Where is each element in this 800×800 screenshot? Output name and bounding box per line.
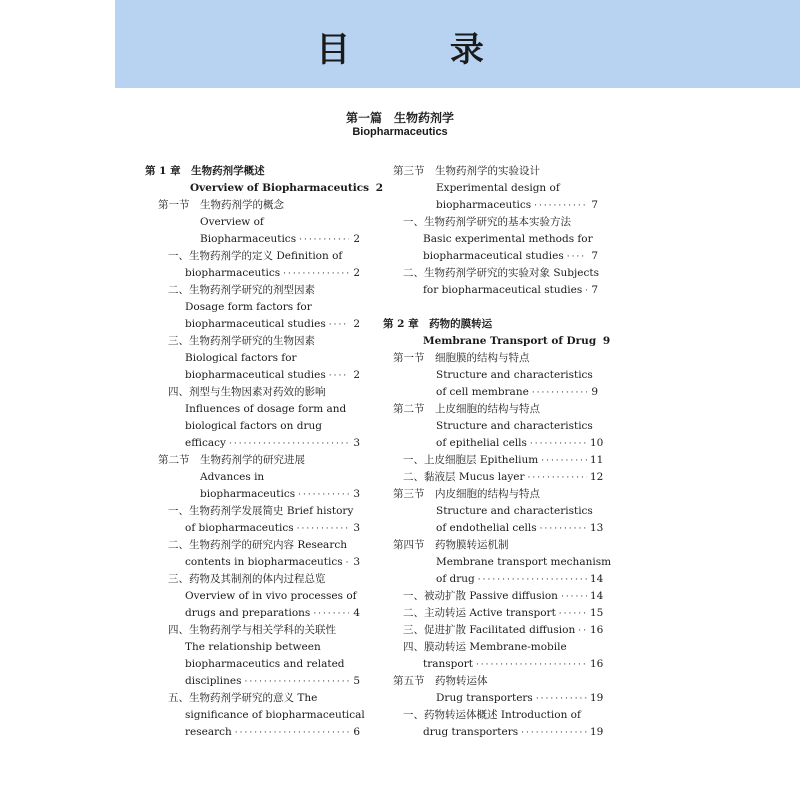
toc-entry-text: biopharmaceutics — [185, 267, 281, 279]
toc-entry[interactable] — [185, 367, 360, 384]
toc-entry-text: contents in biopharmaceutics — [185, 556, 343, 568]
toc-entry[interactable] — [185, 605, 360, 622]
part-title-en: Biopharmaceutics — [352, 126, 448, 138]
toc-entry-text: 四、剂型与生物因素对药效的影响 — [168, 386, 326, 398]
toc-entry-text: 三、生物药剂学研究的生物因素 — [168, 335, 315, 347]
toc-page-number: 3 — [353, 556, 360, 568]
toc-entry-text: 一、生物药剂学研究的基本实验方法 — [403, 216, 571, 228]
toc-entry-text: for biopharmaceutical studies — [423, 284, 583, 296]
toc-entry[interactable] — [403, 452, 604, 469]
toc-entry-text: Membrane Transport of Drug — [423, 335, 597, 347]
toc-entry[interactable] — [185, 554, 360, 571]
toc-entry[interactable] — [185, 265, 360, 282]
toc-entry-text: research — [185, 726, 232, 738]
toc-entry[interactable] — [158, 452, 358, 469]
toc-entry-text: of endothelial cells — [436, 522, 537, 534]
toc-entry-text: Overview of in vivo processes of — [185, 590, 357, 602]
toc-entry-text: 第一节 生物药剂学的概念 — [158, 199, 284, 211]
toc-page-number: 9 — [602, 335, 611, 347]
toc-entry-text: 第 1 章 生物药剂学概述 — [145, 165, 265, 177]
toc-entry-text: 第五节 药物转运体 — [393, 675, 488, 687]
toc-entry[interactable] — [436, 197, 598, 214]
toc-page-number: 2 — [353, 369, 360, 381]
toc-page-number: 2 — [375, 182, 384, 194]
leader-dots — [521, 725, 587, 742]
toc-page-number: 7 — [591, 250, 598, 262]
toc-entry-text: 二、生物药剂学的研究内容 Research — [168, 539, 347, 551]
toc-entry-text: biopharmaceutical studies — [185, 318, 326, 330]
leader-dots — [478, 572, 587, 589]
toc-entry-text: 一、被动扩散 Passive diffusion — [403, 590, 558, 602]
toc-entry-text: Drug transporters — [436, 692, 533, 704]
toc-entry[interactable] — [393, 486, 593, 503]
toc-entry-text: 第三节 生物药剂学的实验设计 — [393, 165, 540, 177]
toc-entry-text: Membrane transport mechanism — [436, 556, 612, 568]
toc-entry[interactable] — [403, 265, 603, 282]
toc-entry[interactable] — [168, 622, 363, 639]
leader-dots — [532, 385, 587, 402]
toc-entry-text: drugs and preparations — [185, 607, 311, 619]
toc-entry-text: of drug — [436, 573, 475, 585]
toc-entry-text: 三、药物及其制剂的体内过程总览 — [168, 573, 326, 585]
toc-entry-text: Structure and characteristics — [436, 505, 593, 517]
toc-entry-text: significance of biopharmaceutical — [185, 709, 365, 721]
toc-entry-text: 三、促进扩散 Facilitated diffusion — [403, 624, 576, 636]
toc-entry[interactable] — [423, 333, 611, 350]
toc-page-number: 10 — [590, 437, 604, 449]
toc-page-number: 12 — [590, 471, 604, 483]
toc-page-number: 16 — [590, 658, 604, 670]
toc-entry[interactable] — [190, 180, 384, 197]
toc-entry[interactable] — [185, 418, 360, 435]
toc-page-number: 3 — [353, 522, 360, 534]
toc-entry-text: biopharmaceutical studies — [423, 250, 564, 262]
toc-entry-text: Overview of — [200, 216, 264, 228]
toc-entry-text: Structure and characteristics — [436, 369, 593, 381]
toc-entry-text: of cell membrane — [436, 386, 529, 398]
toc-entry[interactable] — [403, 707, 603, 724]
toc-entry[interactable] — [436, 520, 604, 537]
toc-entry-text: biopharmaceutics and related — [185, 658, 345, 670]
toc-entry[interactable] — [436, 435, 604, 452]
toc-entry[interactable] — [185, 707, 365, 724]
toc-entry[interactable] — [200, 231, 360, 248]
toc-entry-text: 二、黏液层 Mucus layer — [403, 471, 525, 483]
toc-page-number: 14 — [590, 573, 604, 585]
toc-entry-text: biological factors on drug — [185, 420, 322, 432]
toc-entry-text: biopharmaceutical studies — [185, 369, 326, 381]
toc-entry[interactable] — [168, 248, 363, 265]
toc-entry-text: 二、主动转运 Active transport — [403, 607, 556, 619]
toc-entry-text: 一、上皮细胞层 Epithelium — [403, 454, 539, 466]
toc-entry[interactable] — [158, 197, 358, 214]
toc-entry[interactable] — [145, 163, 345, 180]
toc-page-number: 3 — [353, 437, 360, 449]
toc-entry[interactable] — [436, 571, 604, 588]
toc-entry-text: 一、生物药剂学发展简史 Brief history — [168, 505, 354, 517]
leader-dots — [585, 283, 587, 300]
toc-entry[interactable] — [185, 350, 360, 367]
leader-dots — [559, 606, 587, 623]
toc-entry[interactable] — [393, 537, 593, 554]
toc-entry-text: 二、生物药剂学研究的剂型因素 — [168, 284, 315, 296]
toc-page-number: 13 — [590, 522, 604, 534]
toc-entry-text: Biopharmaceutics — [200, 233, 297, 245]
toc-entry[interactable] — [168, 571, 363, 588]
toc-entry-text: 二、生物药剂学研究的实验对象 Subjects — [403, 267, 599, 279]
toc-entry-text: Biological factors for — [185, 352, 297, 364]
toc-entry-text: transport — [423, 658, 473, 670]
leader-dots — [578, 623, 587, 640]
toc-entry[interactable] — [185, 435, 360, 452]
toc-entry[interactable] — [436, 554, 612, 571]
toc-entry[interactable] — [423, 231, 603, 248]
toc-page-number: 7 — [591, 284, 598, 296]
toc-entry[interactable] — [403, 639, 598, 656]
toc-entry[interactable] — [393, 163, 603, 180]
toc-entry-text: biopharmaceutics — [200, 488, 296, 500]
toc-entry-text: 第三节 内皮细胞的结构与特点 — [393, 488, 540, 500]
toc-entry[interactable] — [403, 214, 603, 231]
toc-entry[interactable] — [403, 469, 604, 486]
toc-entry[interactable] — [393, 401, 593, 418]
toc-entry[interactable] — [403, 622, 604, 639]
toc-entry[interactable] — [168, 282, 363, 299]
leader-dots — [245, 674, 349, 691]
leader-dots — [297, 521, 349, 538]
toc-page-number: 2 — [353, 318, 360, 330]
leader-dots — [313, 606, 349, 623]
toc-entry[interactable] — [168, 384, 363, 401]
toc-entry-text: Overview of Biopharmaceutics — [190, 182, 370, 194]
leader-dots — [530, 436, 587, 453]
toc-entry[interactable] — [185, 520, 360, 537]
leader-dots — [299, 232, 349, 249]
leader-dots — [540, 521, 587, 538]
toc-entry[interactable] — [185, 299, 360, 316]
leader-dots — [329, 368, 349, 385]
leader-dots — [534, 198, 587, 215]
toc-entry-text: 第二节 生物药剂学的研究进展 — [158, 454, 305, 466]
toc-entry[interactable] — [168, 690, 363, 707]
part-title-cn: 第一篇 生物药剂学 — [345, 111, 454, 125]
toc-entry[interactable] — [185, 588, 360, 605]
leader-dots — [536, 691, 587, 708]
toc-entry[interactable] — [436, 367, 601, 384]
leader-dots — [229, 436, 349, 453]
leader-dots — [541, 453, 587, 470]
toc-page-number: 2 — [353, 267, 360, 279]
toc-entry[interactable] — [185, 316, 360, 333]
toc-entry[interactable] — [436, 690, 604, 707]
toc-page-number: 16 — [590, 624, 604, 636]
toc-entry-text: of epithelial cells — [436, 437, 527, 449]
toc-entry[interactable] — [423, 724, 604, 741]
toc-entry-text: Structure and characteristics — [436, 420, 593, 432]
toc-entry[interactable] — [168, 333, 363, 350]
toc-entry[interactable] — [436, 503, 601, 520]
toc-entry-text: The relationship between — [185, 641, 321, 653]
toc-entry-text: Experimental design of — [436, 182, 560, 194]
toc-entry-text: 一、药物转运体概述 Introduction of — [403, 709, 581, 721]
toc-entry[interactable] — [185, 639, 360, 656]
toc-entry-text: 第 2 章 药物的膜转运 — [383, 318, 493, 330]
toc-page-number: 6 — [353, 726, 360, 738]
toc-entry-text: of biopharmaceutics — [185, 522, 294, 534]
toc-entry[interactable] — [403, 588, 604, 605]
page-title: 目 录 — [316, 30, 528, 70]
toc-entry-text: 第二节 上皮细胞的结构与特点 — [393, 403, 540, 415]
toc-page-number: 2 — [353, 233, 360, 245]
toc-page-number: 11 — [590, 454, 604, 466]
toc-entry-text: efficacy — [185, 437, 226, 449]
toc-entry[interactable] — [423, 248, 598, 265]
toc-entry[interactable] — [403, 605, 604, 622]
leader-dots — [298, 487, 349, 504]
toc-entry-text: 四、生物药剂学与相关学科的关联性 — [168, 624, 336, 636]
leader-dots — [329, 317, 349, 334]
toc-page-number: 9 — [591, 386, 598, 398]
toc-entry[interactable] — [423, 282, 598, 299]
toc-entry-text: biopharmaceutics — [436, 199, 532, 211]
toc-page-number: 5 — [353, 675, 360, 687]
leader-dots — [283, 266, 349, 283]
toc-entry[interactable] — [168, 503, 363, 520]
toc-entry-text: 第一节 细胞膜的结构与特点 — [393, 352, 530, 364]
toc-entry-text: 五、生物药剂学研究的意义 The — [168, 692, 318, 704]
toc-entry[interactable] — [168, 537, 363, 554]
toc-entry[interactable] — [185, 724, 360, 741]
toc-page-number: 7 — [591, 199, 598, 211]
toc-entry-text: Advances in — [200, 471, 265, 483]
toc-entry[interactable] — [185, 401, 360, 418]
toc-entry[interactable] — [436, 418, 601, 435]
leader-dots — [567, 249, 587, 266]
toc-entry-text: 一、生物药剂学的定义 Definition of — [168, 250, 343, 262]
toc-entry-text: Influences of dosage form and — [185, 403, 347, 415]
toc-entry[interactable] — [423, 656, 604, 673]
toc-entry[interactable] — [200, 469, 350, 486]
toc-entry[interactable] — [383, 316, 583, 333]
toc-entry[interactable] — [185, 656, 360, 673]
toc-entry-text: 第四节 药物膜转运机制 — [393, 539, 509, 551]
toc-entry[interactable] — [393, 350, 593, 367]
toc-entry-text: disciplines — [185, 675, 242, 687]
toc-page-number: 15 — [590, 607, 604, 619]
toc-page-number: 19 — [590, 692, 604, 704]
toc-entry-text: 四、膜动转运 Membrane-mobile — [403, 641, 567, 653]
toc-entry[interactable] — [436, 384, 598, 401]
toc-entry[interactable] — [393, 673, 593, 690]
toc-page-number: 3 — [353, 488, 360, 500]
leader-dots — [561, 589, 587, 606]
toc-entry[interactable] — [200, 486, 360, 503]
toc-entry[interactable] — [185, 673, 360, 690]
toc-entry[interactable] — [200, 214, 350, 231]
toc-entry-text: drug transporters — [423, 726, 519, 738]
toc-page-number: 19 — [590, 726, 604, 738]
leader-dots — [528, 470, 587, 487]
leader-dots — [476, 657, 587, 674]
toc-entry-text: Basic experimental methods for — [423, 233, 593, 245]
toc-page-number: 4 — [353, 607, 360, 619]
leader-dots — [235, 725, 349, 742]
toc-entry[interactable] — [436, 180, 596, 197]
toc-page-number: 14 — [590, 590, 604, 602]
leader-dots — [346, 555, 349, 572]
toc-entry-text: Dosage form factors for — [185, 301, 312, 313]
